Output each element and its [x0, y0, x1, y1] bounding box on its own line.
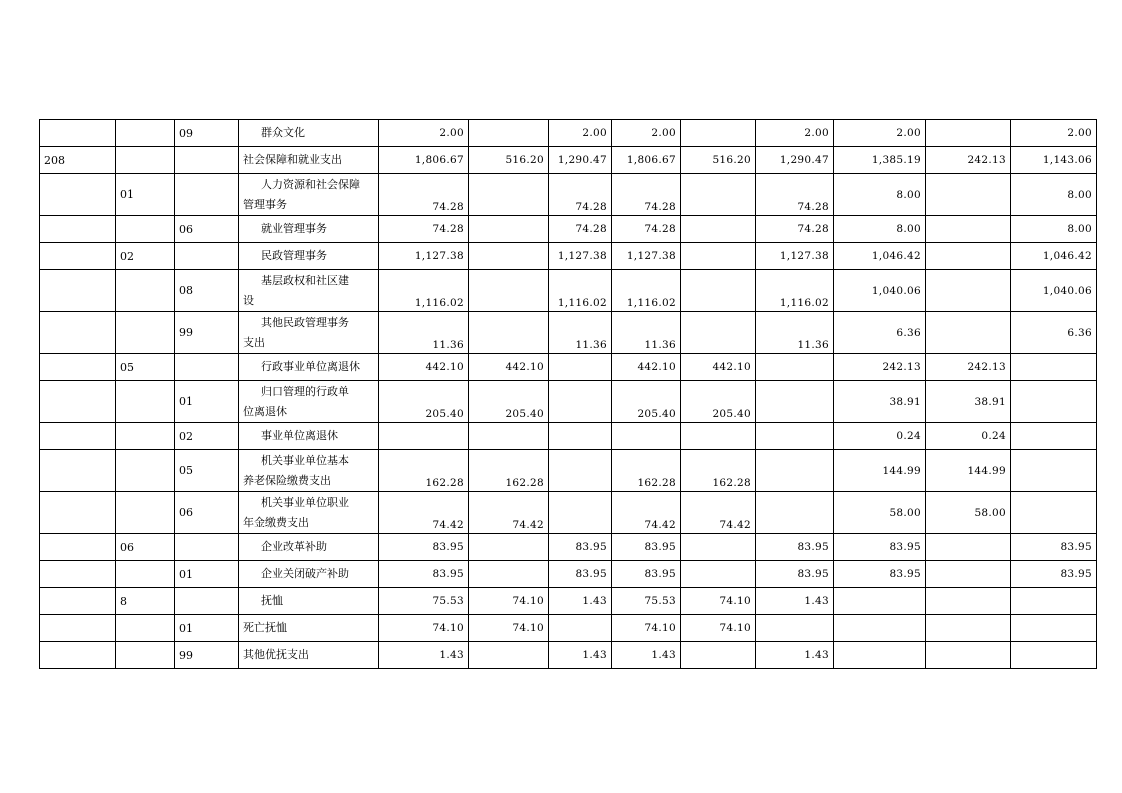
class-code-cell [40, 312, 116, 354]
amount-cell: 1.43 [756, 588, 834, 615]
class-code-cell [40, 588, 116, 615]
amount-cell [612, 423, 681, 450]
amount-cell: 1.43 [549, 588, 612, 615]
amount-cell [926, 243, 1011, 270]
amount-cell: 242.13 [926, 354, 1011, 381]
amount-cell [926, 561, 1011, 588]
amount-cell [1011, 450, 1097, 492]
amount-cell: 442.10 [379, 354, 469, 381]
amount-cell: 75.53 [379, 588, 469, 615]
subject-name-continued: 养老保险缴费支出 [243, 473, 331, 487]
amount-cell [926, 270, 1011, 312]
subject-name: 机关事业单位基本 [261, 453, 349, 467]
table-row [40, 243, 1097, 270]
amount-cell [549, 381, 612, 423]
item-code-cell: 05 [116, 354, 175, 381]
subitem-code-cell: 06 [175, 216, 239, 243]
amount-cell: 83.95 [756, 561, 834, 588]
subject-name: 社会保障和就业支出 [243, 153, 342, 166]
class-code-cell [40, 423, 116, 450]
amount-cell: 58.00 [834, 492, 926, 534]
amount-cell: 38.91 [926, 381, 1011, 423]
subject-name-cell [239, 492, 379, 534]
class-code-cell [40, 381, 116, 423]
subitem-code-cell [175, 174, 239, 216]
item-code-cell [116, 423, 175, 450]
amount-cell: 1,116.02 [612, 270, 681, 312]
subitem-code-cell [175, 534, 239, 561]
subitem-code-cell: 01 [175, 381, 239, 423]
amount-cell [1011, 423, 1097, 450]
amount-cell [469, 270, 549, 312]
amount-cell [681, 561, 756, 588]
amount-cell [1011, 615, 1097, 642]
amount-cell: 242.13 [926, 147, 1011, 174]
subject-name: 企业关闭破产补助 [261, 567, 349, 580]
amount-cell: 1,116.02 [549, 270, 612, 312]
amount-cell: 516.20 [469, 147, 549, 174]
amount-cell: 162.28 [469, 450, 549, 492]
table-row [40, 270, 1097, 312]
subject-name-continued: 位离退休 [243, 404, 287, 418]
table-row [40, 174, 1097, 216]
subitem-code-cell [175, 354, 239, 381]
amount-cell [469, 534, 549, 561]
amount-cell: 58.00 [926, 492, 1011, 534]
amount-cell: 1.43 [612, 642, 681, 669]
item-code-cell [116, 147, 175, 174]
amount-cell: 1,143.06 [1011, 147, 1097, 174]
amount-cell: 162.28 [681, 450, 756, 492]
subject-name: 其他民政管理事务 [261, 315, 349, 329]
amount-cell: 6.36 [834, 312, 926, 354]
amount-cell: 83.95 [1011, 534, 1097, 561]
amount-cell [469, 216, 549, 243]
amount-cell: 38.91 [834, 381, 926, 423]
amount-cell: 1.43 [756, 642, 834, 669]
amount-cell: 8.00 [1011, 174, 1097, 216]
class-code-cell [40, 354, 116, 381]
amount-cell: 83.95 [756, 534, 834, 561]
subject-name: 基层政权和社区建 [261, 273, 349, 287]
amount-cell [926, 312, 1011, 354]
amount-cell [681, 270, 756, 312]
amount-cell: 162.28 [612, 450, 681, 492]
class-code-cell [40, 615, 116, 642]
amount-cell: 1,040.06 [834, 270, 926, 312]
item-code-cell [116, 642, 175, 669]
amount-cell: 11.36 [756, 312, 834, 354]
amount-cell [1011, 642, 1097, 669]
table-row [40, 615, 1097, 642]
subject-name-cell [239, 174, 379, 216]
amount-cell [681, 642, 756, 669]
table-row [40, 588, 1097, 615]
amount-cell [834, 642, 926, 669]
amount-cell: 1,046.42 [1011, 243, 1097, 270]
subitem-code-cell: 08 [175, 270, 239, 312]
subject-name-continued: 管理事务 [243, 197, 287, 211]
amount-cell: 74.10 [681, 588, 756, 615]
item-code-cell [116, 120, 175, 147]
amount-cell [926, 216, 1011, 243]
subject-name: 机关事业单位职业 [261, 495, 349, 509]
amount-cell [549, 450, 612, 492]
amount-cell: 74.10 [681, 615, 756, 642]
subject-name: 行政事业单位离退休 [261, 360, 360, 373]
amount-cell [681, 534, 756, 561]
subject-name-cell [239, 354, 379, 381]
subject-name: 企业改革补助 [261, 540, 327, 553]
amount-cell: 74.10 [379, 615, 469, 642]
class-code-cell [40, 216, 116, 243]
amount-cell: 242.13 [834, 354, 926, 381]
class-code-cell [40, 534, 116, 561]
amount-cell [756, 423, 834, 450]
amount-cell: 74.28 [379, 174, 469, 216]
amount-cell [1011, 354, 1097, 381]
amount-cell: 83.95 [549, 561, 612, 588]
amount-cell: 8.00 [834, 216, 926, 243]
amount-cell: 205.40 [469, 381, 549, 423]
amount-cell: 0.24 [926, 423, 1011, 450]
amount-cell: 1.43 [379, 642, 469, 669]
amount-cell [549, 354, 612, 381]
subject-name: 事业单位离退休 [261, 429, 338, 442]
amount-cell: 144.99 [834, 450, 926, 492]
amount-cell: 1,040.06 [1011, 270, 1097, 312]
amount-cell: 2.00 [834, 120, 926, 147]
class-code-cell [40, 450, 116, 492]
amount-cell: 8.00 [834, 174, 926, 216]
amount-cell: 83.95 [612, 534, 681, 561]
amount-cell: 2.00 [756, 120, 834, 147]
item-code-cell [116, 381, 175, 423]
table-row [40, 120, 1097, 147]
table-row [40, 561, 1097, 588]
amount-cell: 205.40 [379, 381, 469, 423]
table-row [40, 534, 1097, 561]
amount-cell: 74.42 [469, 492, 549, 534]
subject-name: 归口管理的行政单 [261, 384, 349, 398]
amount-cell [756, 615, 834, 642]
subitem-code-cell: 99 [175, 312, 239, 354]
amount-cell [756, 381, 834, 423]
amount-cell: 1,290.47 [756, 147, 834, 174]
table-row [40, 216, 1097, 243]
amount-cell [756, 450, 834, 492]
class-code-cell [40, 642, 116, 669]
subject-name-cell [239, 423, 379, 450]
class-code-cell [40, 561, 116, 588]
table-row [40, 423, 1097, 450]
amount-cell [469, 312, 549, 354]
amount-cell [926, 588, 1011, 615]
subject-name: 群众文化 [261, 126, 305, 139]
subject-name-cell [239, 147, 379, 174]
amount-cell [926, 120, 1011, 147]
amount-cell [469, 243, 549, 270]
amount-cell: 11.36 [379, 312, 469, 354]
amount-cell: 1,806.67 [612, 147, 681, 174]
table-body [40, 120, 1097, 669]
amount-cell: 74.42 [681, 492, 756, 534]
amount-cell [834, 615, 926, 642]
amount-cell: 11.36 [549, 312, 612, 354]
item-code-cell [116, 216, 175, 243]
subject-name-cell [239, 615, 379, 642]
amount-cell [834, 588, 926, 615]
subject-name: 抚恤 [261, 594, 283, 607]
subject-name: 死亡抚恤 [243, 621, 287, 634]
table-row [40, 642, 1097, 669]
item-code-cell [116, 492, 175, 534]
item-code-cell: 06 [116, 534, 175, 561]
amount-cell [756, 354, 834, 381]
subitem-code-cell [175, 243, 239, 270]
amount-cell: 11.36 [612, 312, 681, 354]
amount-cell: 162.28 [379, 450, 469, 492]
amount-cell: 0.24 [834, 423, 926, 450]
amount-cell: 8.00 [1011, 216, 1097, 243]
class-code-cell: 208 [40, 147, 116, 174]
amount-cell: 1,116.02 [379, 270, 469, 312]
amount-cell: 205.40 [681, 381, 756, 423]
subitem-code-cell: 09 [175, 120, 239, 147]
amount-cell: 2.00 [1011, 120, 1097, 147]
amount-cell [926, 642, 1011, 669]
amount-cell: 83.95 [834, 561, 926, 588]
amount-cell: 83.95 [549, 534, 612, 561]
amount-cell: 442.10 [612, 354, 681, 381]
amount-cell: 1.43 [549, 642, 612, 669]
subject-name-cell [239, 450, 379, 492]
table-row [40, 312, 1097, 354]
subitem-code-cell: 99 [175, 642, 239, 669]
subject-name-continued: 年金缴费支出 [243, 515, 309, 529]
amount-cell: 74.28 [756, 174, 834, 216]
class-code-cell [40, 492, 116, 534]
amount-cell [469, 174, 549, 216]
amount-cell: 1,385.19 [834, 147, 926, 174]
amount-cell: 83.95 [1011, 561, 1097, 588]
amount-cell: 83.95 [834, 534, 926, 561]
amount-cell: 83.95 [612, 561, 681, 588]
amount-cell: 1,127.38 [756, 243, 834, 270]
amount-cell: 74.10 [469, 615, 549, 642]
subject-name-cell [239, 312, 379, 354]
table-row [40, 381, 1097, 423]
amount-cell: 74.28 [612, 174, 681, 216]
table-row [40, 147, 1097, 174]
amount-cell: 1,127.38 [549, 243, 612, 270]
amount-cell [926, 615, 1011, 642]
amount-cell [379, 423, 469, 450]
item-code-cell [116, 450, 175, 492]
class-code-cell [40, 270, 116, 312]
amount-cell: 83.95 [379, 561, 469, 588]
amount-cell [469, 642, 549, 669]
item-code-cell: 01 [116, 174, 175, 216]
amount-cell: 1,806.67 [379, 147, 469, 174]
amount-cell: 1,127.38 [612, 243, 681, 270]
amount-cell: 1,116.02 [756, 270, 834, 312]
amount-cell [469, 120, 549, 147]
amount-cell [681, 216, 756, 243]
amount-cell [549, 615, 612, 642]
subitem-code-cell: 02 [175, 423, 239, 450]
amount-cell [1011, 588, 1097, 615]
amount-cell: 516.20 [681, 147, 756, 174]
table-row [40, 450, 1097, 492]
amount-cell: 74.28 [756, 216, 834, 243]
amount-cell: 74.42 [379, 492, 469, 534]
subject-name-cell [239, 216, 379, 243]
amount-cell: 2.00 [379, 120, 469, 147]
amount-cell: 74.28 [549, 174, 612, 216]
table-row [40, 492, 1097, 534]
amount-cell [926, 174, 1011, 216]
amount-cell: 1,046.42 [834, 243, 926, 270]
subject-name-cell [239, 381, 379, 423]
item-code-cell [116, 615, 175, 642]
subject-name: 就业管理事务 [261, 222, 327, 235]
subitem-code-cell: 01 [175, 561, 239, 588]
amount-cell: 1,127.38 [379, 243, 469, 270]
amount-cell: 6.36 [1011, 312, 1097, 354]
amount-cell [469, 423, 549, 450]
amount-cell: 442.10 [469, 354, 549, 381]
amount-cell: 2.00 [612, 120, 681, 147]
subitem-code-cell [175, 147, 239, 174]
subject-name: 民政管理事务 [261, 249, 327, 262]
class-code-cell [40, 174, 116, 216]
subject-name: 人力资源和社会保障 [261, 177, 360, 191]
subitem-code-cell: 01 [175, 615, 239, 642]
amount-cell [469, 561, 549, 588]
item-code-cell [116, 270, 175, 312]
subitem-code-cell: 05 [175, 450, 239, 492]
item-code-cell [116, 561, 175, 588]
amount-cell [549, 492, 612, 534]
subject-name-cell [239, 534, 379, 561]
amount-cell [1011, 381, 1097, 423]
subject-name-cell [239, 270, 379, 312]
amount-cell: 74.42 [612, 492, 681, 534]
amount-cell [549, 423, 612, 450]
subject-name-cell [239, 642, 379, 669]
item-code-cell: 8 [116, 588, 175, 615]
class-code-cell [40, 120, 116, 147]
amount-cell: 74.28 [549, 216, 612, 243]
amount-cell: 2.00 [549, 120, 612, 147]
amount-cell [681, 423, 756, 450]
amount-cell: 205.40 [612, 381, 681, 423]
amount-cell [756, 492, 834, 534]
amount-cell [1011, 492, 1097, 534]
subject-name-continued: 设 [243, 293, 254, 307]
amount-cell [926, 534, 1011, 561]
subitem-code-cell [175, 588, 239, 615]
subject-name-cell [239, 120, 379, 147]
amount-cell: 144.99 [926, 450, 1011, 492]
amount-cell: 74.28 [612, 216, 681, 243]
subject-name-continued: 支出 [243, 335, 265, 349]
expenditure-table [39, 119, 1097, 669]
item-code-cell [116, 312, 175, 354]
subitem-code-cell: 06 [175, 492, 239, 534]
subject-name-cell [239, 588, 379, 615]
amount-cell: 83.95 [379, 534, 469, 561]
amount-cell: 75.53 [612, 588, 681, 615]
amount-cell [681, 312, 756, 354]
amount-cell [681, 243, 756, 270]
amount-cell: 1,290.47 [549, 147, 612, 174]
amount-cell: 74.10 [469, 588, 549, 615]
item-code-cell: 02 [116, 243, 175, 270]
subject-name-cell [239, 243, 379, 270]
table-row [40, 354, 1097, 381]
amount-cell: 74.10 [612, 615, 681, 642]
amount-cell [681, 120, 756, 147]
subject-name-cell [239, 561, 379, 588]
class-code-cell [40, 243, 116, 270]
amount-cell [681, 174, 756, 216]
amount-cell: 442.10 [681, 354, 756, 381]
subject-name: 其他优抚支出 [243, 648, 309, 661]
amount-cell: 74.28 [379, 216, 469, 243]
